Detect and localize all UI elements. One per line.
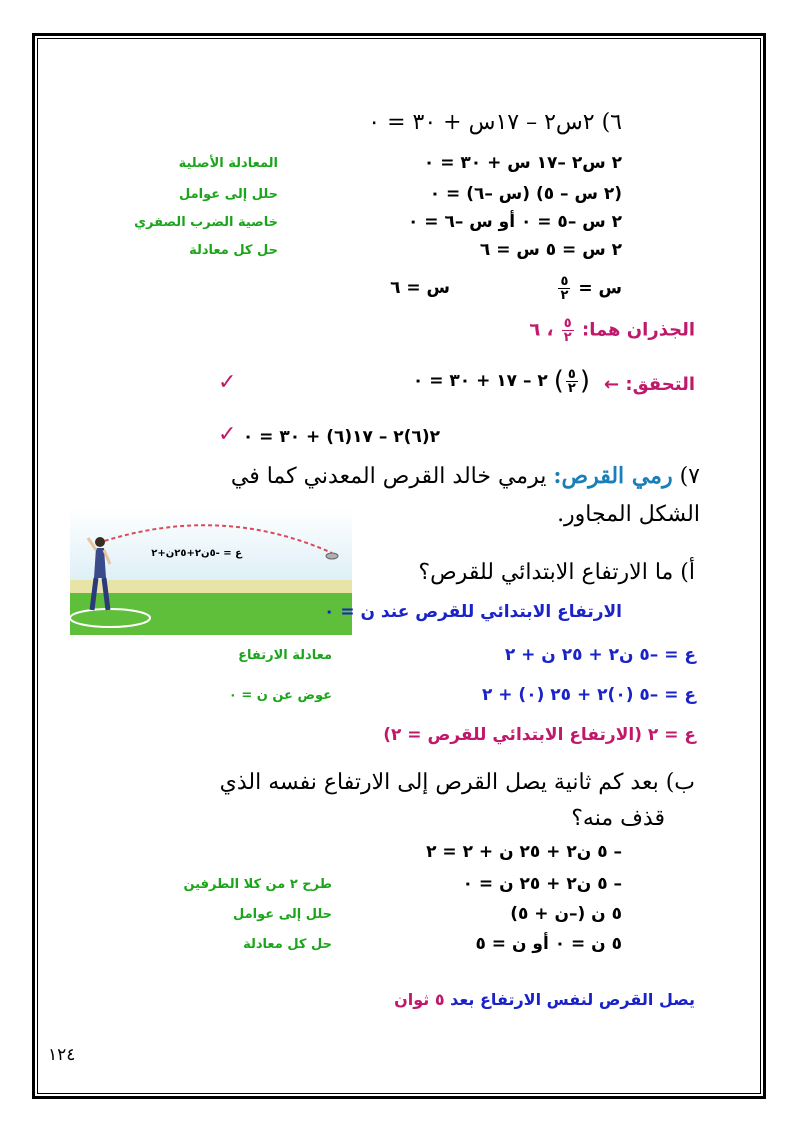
problem7-text-2: الشكل المجاور.	[557, 502, 700, 527]
part-a-line1: الارتفاع الابتدائي للقرص عند ن = ٠	[324, 602, 622, 622]
checkmark-icon: ✓	[218, 370, 237, 395]
page-number: ١٢٤	[48, 1045, 76, 1065]
part-a-result: ع = ٢ (الارتفاع الابتدائي للقرص = ٢)	[383, 725, 696, 745]
discus-throw-figure	[70, 508, 352, 635]
step-note: حلل إلى عوامل	[233, 907, 332, 922]
fraction-five-halves: $\frac{٥}{٢}$	[566, 368, 578, 395]
check-label: التحقق: ←	[604, 374, 695, 395]
check-equation-2: ٢(٦)٢ – ١٧(٦) + ٣٠ = ٠	[242, 427, 440, 447]
step-note: المعادلة الأصلية	[178, 156, 278, 171]
step-equation: – ٥ ن٢ + ٢٥ ن = ٠	[462, 874, 622, 894]
step-equation: ٢ س٢ –١٧ س + ٣٠ = ٠	[423, 153, 622, 173]
step-note: طرح ٢ من كلا الطرفين	[183, 877, 332, 892]
step-equation: (٢ س – ٥) (س –٦) = ٠	[429, 184, 622, 204]
part-a-note2: عوض عن ن = ٠	[228, 688, 332, 703]
part-a-eq1: ع = –٥ ن٢ + ٢٥ ن + ٢	[504, 645, 696, 665]
step-note: حل كل معادلة	[189, 243, 278, 258]
step-note: حل كل معادلة	[243, 937, 332, 952]
step-equation: ٢ س –٥ = ٠ أو س –٦ = ٠	[407, 212, 622, 232]
fraction-five-halves: $\frac{٥}{٢}$	[558, 275, 570, 302]
figure-height-label: ع = -٥ن٢+٢٥ن+٢	[151, 548, 242, 559]
part-a-note1: معادلة الارتفاع	[238, 648, 332, 663]
final-solution-right: س = $\frac{٥}{٢}$	[556, 275, 622, 302]
step-equation: – ٥ ن٢ + ٢٥ ن + ٢ = ٢	[426, 842, 622, 862]
part-b-question-1: ب) بعد كم ثانية يصل القرص إلى الارتفاع نفسه الذي	[219, 770, 695, 795]
step-note: خاصية الضرب الصفري	[134, 215, 278, 230]
step-equation: ٥ ن = ٠ أو ن = ٥	[475, 934, 622, 954]
step-equation: ٥ ن (–ن + ٥)	[510, 904, 622, 924]
fraction-five-halves: $\frac{٥}{٢}$	[562, 317, 574, 344]
final-solution-left: س = ٦	[390, 278, 450, 298]
part-a-question: أ) ما الارتفاع الابتدائي للقرص؟	[418, 560, 695, 585]
part-b-question-2: قذف منه؟	[571, 806, 665, 831]
part-b-answer: يصل القرص لنفس الارتفاع بعد ٥ ثوان	[394, 990, 695, 1009]
checkmark-icon: ✓	[218, 422, 237, 447]
check-equation-1: ( $\frac{٥}{٢}$ ) ٢ – ١٧ + ٣٠ = ٠	[412, 366, 590, 396]
problem6-heading: ٦) ٢س٢ – ١٧س + ٣٠ = ٠	[368, 110, 622, 135]
problem7-title-line: ٧) رمي القرص: يرمي خالد القرص المعدني كما في	[230, 463, 700, 489]
discus-throw-illustration	[70, 508, 352, 635]
step-equation: ٢ س = ٥ س = ٦	[479, 240, 622, 260]
roots-line: الجذران هما: $\frac{٥}{٢}$ ، ٦	[529, 316, 695, 345]
part-a-eq2: ع = –٥ (٠)٢ + ٢٥ (٠) + ٢	[481, 685, 696, 705]
step-note: حلل إلى عوامل	[179, 187, 278, 202]
